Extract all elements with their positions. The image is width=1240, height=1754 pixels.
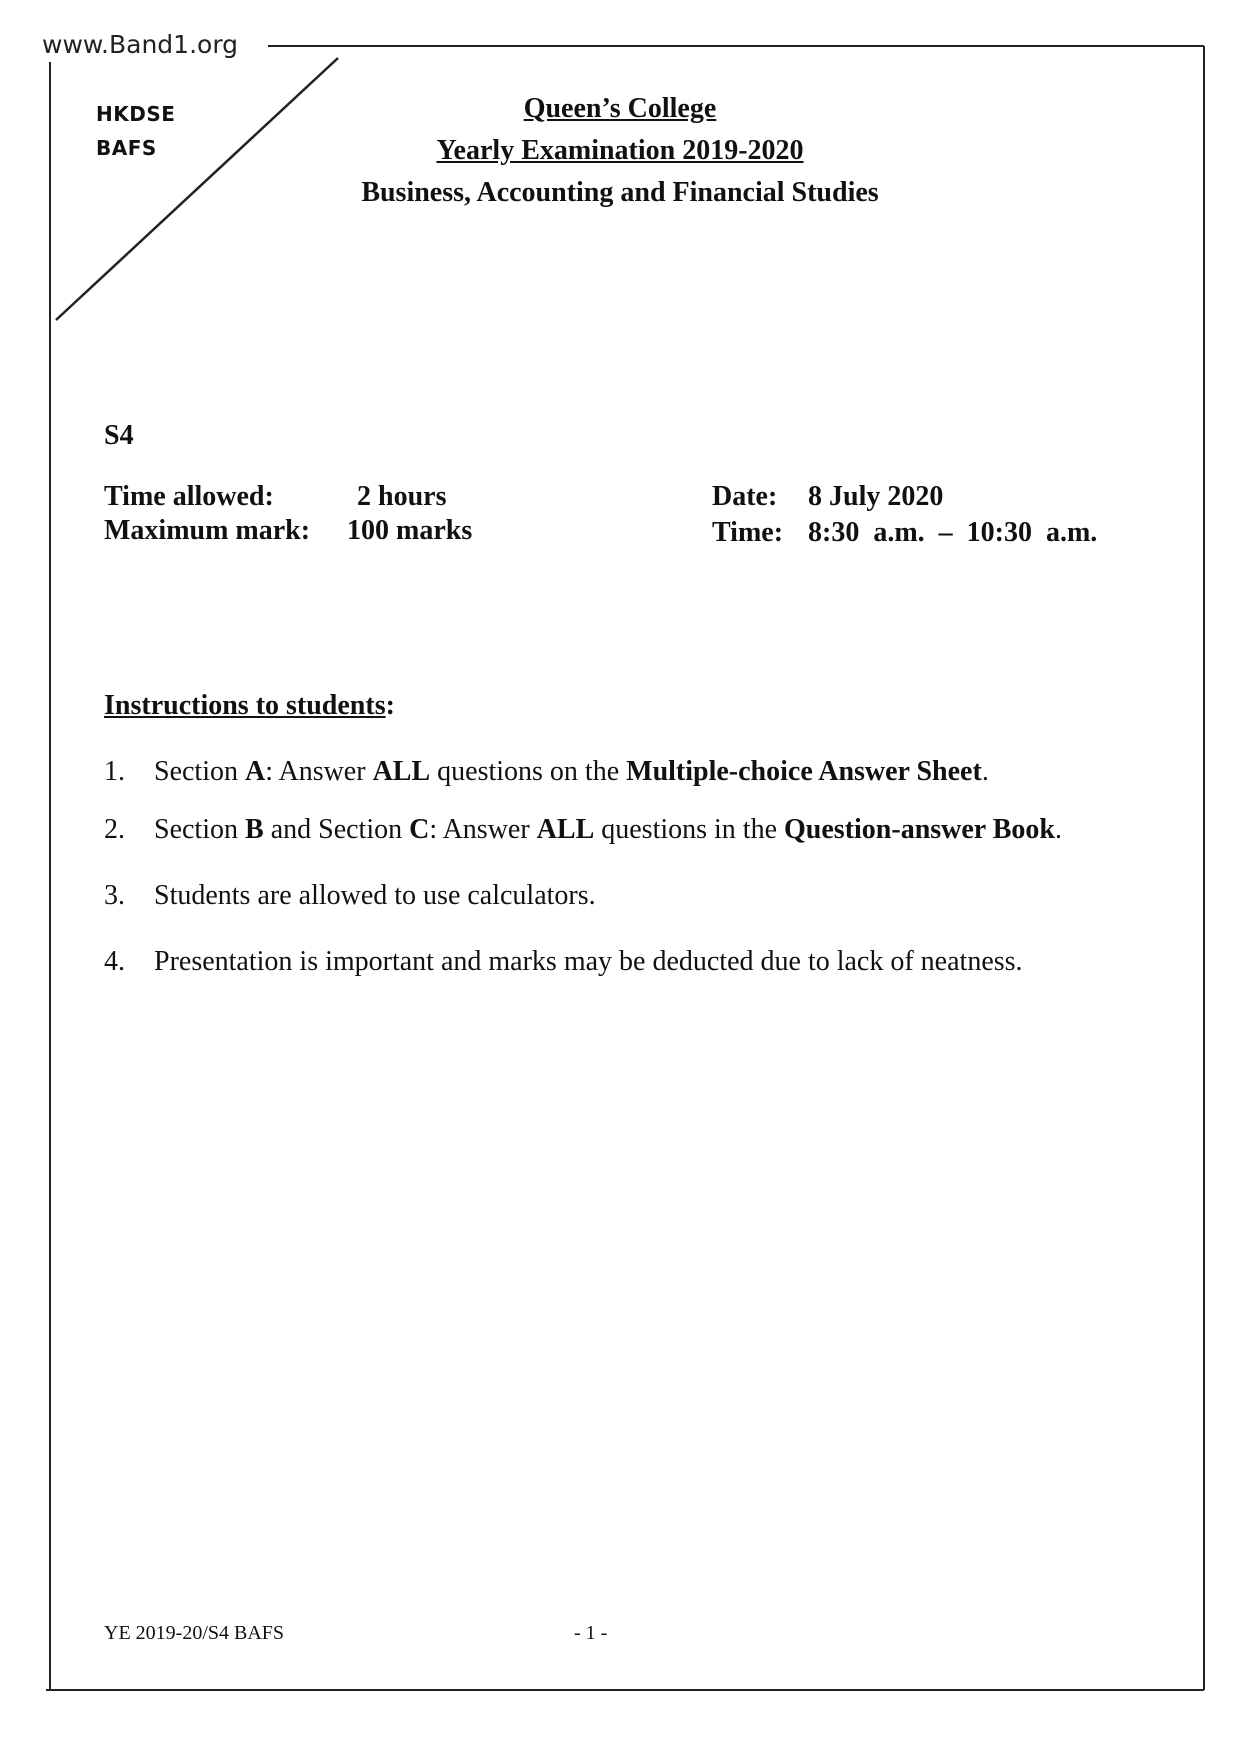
footer-paper-code: YE 2019-20/S4 BAFS	[104, 1622, 285, 1644]
footer-page-number: - 1 -	[574, 1622, 608, 1644]
time-allowed-label: Time allowed:	[104, 481, 274, 512]
instructions-colon: :	[385, 690, 395, 721]
max-mark-label: Maximum mark:	[104, 515, 311, 546]
instruction-number: 1.	[104, 756, 125, 787]
corner-diagonal-line	[56, 58, 338, 320]
time-value: 8:30 a.m. – 10:30 a.m.	[808, 517, 1098, 548]
instruction-text: Presentation is important and marks may be deducted due to lack of neatness.	[154, 946, 1023, 977]
instructions-title: Instructions to students	[104, 690, 386, 721]
exam-duration-info	[104, 480, 472, 548]
school-name: Queen’s College	[523, 93, 717, 124]
class-level: S4	[104, 420, 134, 451]
instructions-list	[104, 756, 1104, 978]
instruction-text: Section A: Answer ALL questions on the Multiple-choice Answer Sheet.	[154, 756, 989, 787]
subject-title: Business, Accounting and Financial Studies	[361, 177, 879, 208]
instruction-item	[104, 814, 1104, 846]
exam-header	[300, 88, 940, 214]
tag-bafs: BAFS	[96, 136, 157, 160]
instruction-item	[104, 880, 1104, 912]
exam-title: Yearly Examination 2019-2020	[436, 135, 804, 166]
instruction-number: 2.	[104, 814, 125, 845]
instruction-number: 4.	[104, 946, 125, 977]
date-value: 8 July 2020	[808, 481, 944, 512]
instruction-text: Students are allowed to use calculators.	[154, 880, 596, 911]
instructions-heading	[104, 690, 395, 722]
instruction-item	[104, 756, 1104, 788]
exam-date-info	[712, 480, 1097, 550]
time-allowed-value: 2 hours	[357, 481, 447, 512]
instruction-text: Section B and Section C: Answer ALL questions in the Question-answer Book.	[154, 814, 1062, 845]
max-mark-value: 100 marks	[347, 515, 473, 546]
time-label: Time:	[712, 517, 784, 548]
tag-hkdse: HKDSE	[96, 102, 176, 126]
instruction-number: 3.	[104, 880, 125, 911]
watermark-url: www.Band1.org	[42, 30, 239, 59]
instruction-item	[104, 946, 1104, 978]
date-label: Date:	[712, 481, 778, 512]
